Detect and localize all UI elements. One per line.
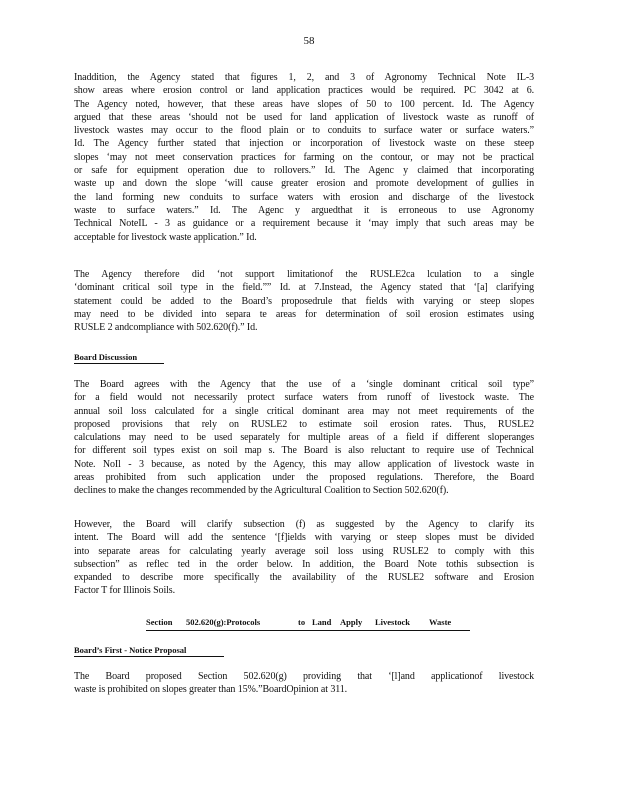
section-heading	[146, 617, 470, 631]
text-line: Inaddition, the Agency stated that figures 1, 2, and 3 of Agronomy Technical Note IL-3	[74, 72, 534, 83]
text-line: subsection” as reflec ted in the order below. In addition, the Board Note tothis subsection is	[74, 558, 534, 570]
text-line: Note. NoIl - 3 because, as noted by the Agency, this may allow application of livestock waste in	[74, 458, 534, 470]
text-line: Id. The Agency further stated that injection or incorporation of livestock waste on these steep	[74, 138, 534, 150]
section-heading-livestock: Livestock	[375, 617, 410, 627]
text-line: slopes ‘may not meet conservation practices for farming on the contour, or may not be practical	[74, 151, 534, 163]
text-line: proposed provisions that rely on RUSLE2 to estimate soil erosion rates. Thus, RUSLE2	[74, 418, 534, 430]
heading-board-discussion: Board Discussion	[74, 352, 164, 364]
paragraph-agency-figures	[74, 71, 534, 244]
text-line: The Board agrees with the Agency that the use of a ‘single dominant critical soil type”	[74, 379, 534, 390]
text-line: RUSLE 2 andcompliance with 502.620(f).” Id.	[74, 322, 258, 334]
section-heading-number: 502.620(g):Protocols	[186, 617, 261, 627]
text-line: calculations may need to be used separately for multiple areas of a field if different sloperanges	[74, 432, 534, 444]
text-line: areas prohibited from such application under the proposed regulations. Therefore, the Board	[74, 472, 534, 484]
text-line: annual soil loss calculated for a single critical dominant area may not meet requirements of the	[74, 405, 534, 417]
text-line: the land forming new conduits to surface waters with erosion and discharge of the livestock	[74, 191, 534, 203]
text-line: for different soil types exist on soil map s. The Board is also reluctant to require use of Technical	[74, 445, 534, 457]
section-heading-waste: Waste	[429, 617, 452, 627]
text-line: expanded to describe more specifically the availability of the RUSLE2 software and Erosion	[74, 572, 534, 584]
paragraph-board-proposed	[74, 670, 534, 697]
text-line: may need to be divided into separa te areas for determination of soil erosion estimates using	[74, 308, 534, 320]
text-line: The Agency therefore did ‘not support limitationof the RUSLE2ca lculation to a single	[74, 269, 534, 280]
text-line: The Agency noted, however, that these areas have slopes of 50 to 100 percent. Id. The Agency	[74, 98, 534, 110]
text-line: livestock wastes may occur to the flood plain or to conduits to surface water or surface waters.”	[74, 125, 534, 137]
paragraph-board-agrees	[74, 378, 534, 498]
section-heading-land: Land	[312, 617, 332, 627]
text-line: declines to make the changes recommended by the Agricultural Coalition to Section 502.620(f).	[74, 485, 449, 497]
text-line: into separate areas for calculating yearly average soil loss using RUSLE2 to comply with this	[74, 545, 534, 557]
text-line: or safe for equipment operation due to rollovers.” Id. The Agenc y claimed that incorporating	[74, 165, 534, 177]
text-line: waste to surface waters.” Id. The Agenc y arguedthat it is erroneous to use Agronomy	[74, 204, 534, 216]
text-line: argued that these areas ‘should not be used for land application of livestock waste as runoff of	[74, 111, 534, 123]
text-line: show areas where erosion control or land application practices would be required. PC 3042 at 6.	[74, 85, 534, 97]
text-line: intent. The Board will add the sentence ‘[f]ields with varying or steep slopes must be divided	[74, 532, 534, 544]
paragraph-agency-rusle2	[74, 268, 534, 334]
text-line: acceptable for livestock waste application.” Id.	[74, 231, 257, 243]
text-line: waste up and down the slope ‘will cause greater erosion and promote development of gullies in	[74, 178, 534, 190]
text-line: statement could be added to the Board’s proposedrule that fields with varying or steep slopes	[74, 295, 534, 307]
heading-boards-first-notice-proposal: Board’s First - Notice Proposal	[74, 645, 224, 657]
text-line: waste is prohibited on slopes greater than 15%.”BoardOpinion at 311.	[74, 684, 348, 696]
text-line: Technical NoteIL - 3 as guidance or a requirement because it ‘may imply that such areas may be	[74, 218, 534, 230]
text-line: The Board proposed Section 502.620(g) providing that ‘[l]and applicationof livestock	[74, 671, 534, 682]
section-heading-apply: Apply	[340, 617, 363, 627]
page-number: 58	[303, 35, 315, 47]
section-heading-section: Section	[146, 617, 173, 627]
text-line: ‘dominant critical soil type in the field.”” Id. at 7.Instead, the Agency stated that ‘[a] clarifying	[74, 282, 534, 294]
text-line: However, the Board will clarify subsection (f) as suggested by the Agency to clarify its	[74, 519, 534, 530]
section-heading-to: to	[298, 617, 306, 627]
text-line: Factor T for Illinois Soils.	[74, 585, 175, 597]
text-line: for a field would not necessarily protect surface waters from runoff of livestock waste. The	[74, 392, 534, 404]
paragraph-board-clarify	[74, 518, 534, 598]
